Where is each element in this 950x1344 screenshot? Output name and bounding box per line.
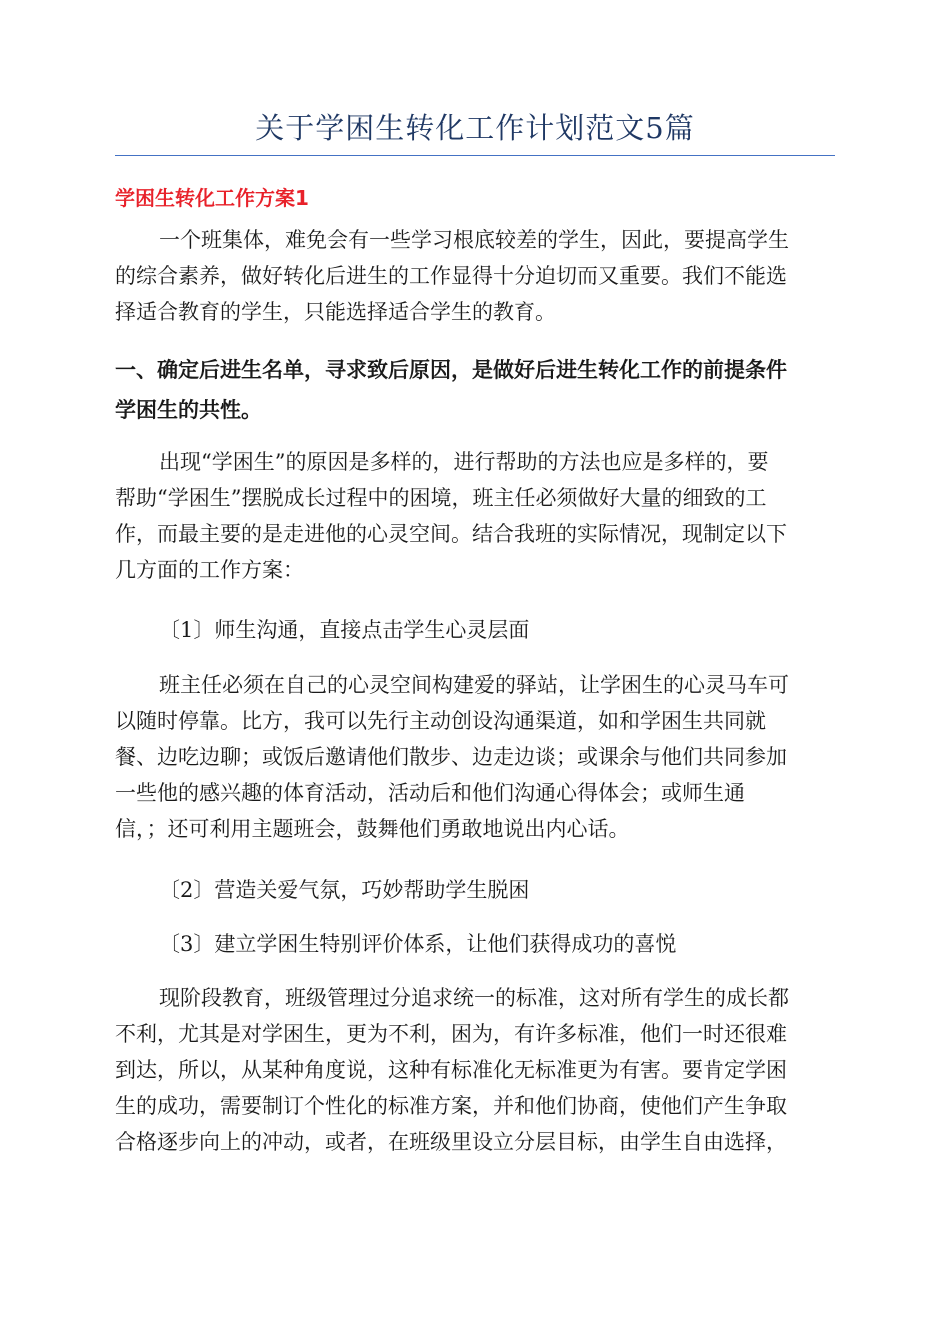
- text-line: 班主任必须在自己的心灵空间构建爱的驿站，让学困生的心灵马车可: [159, 673, 789, 697]
- text-line: 信，；还可利用主题班会，鼓舞他们勇敢地说出内心话。: [115, 817, 630, 841]
- paragraph-causes: [115, 444, 835, 588]
- bold-heading-1: [115, 350, 835, 430]
- text-line: 帮助“学困生”摆脱成长过程中的困境，班主任必须做好大量的细致的工: [115, 486, 767, 510]
- text-line: 〔1〕师生沟通，直接点击学生心灵层面: [159, 618, 530, 642]
- text-line: 作，而最主要的是走进他的心灵空间。结合我班的实际情况，现制定以下: [115, 522, 787, 546]
- text-line: 一、确定后进生名单，寻求致后原因，是做好后进生转化工作的前提条件: [115, 358, 787, 382]
- document-title: 关于学困生转化工作计划范文5篇: [255, 111, 695, 145]
- text-line: 以随时停靠。比方，我可以先行主动创设沟通渠道，如和学困生共同就: [115, 709, 766, 733]
- text-line: 到达，所以，从某种角度说，这种有标准化无标准更为有害。要肯定学困: [115, 1058, 787, 1082]
- text-line: 几方面的工作方案：: [115, 558, 304, 582]
- text-line: 餐、边吃边聊；或饭后邀请他们散步、边走边谈；或课余与他们共同参加: [115, 745, 787, 769]
- list-item-1: [115, 612, 835, 648]
- text-line: 一些他的感兴趣的体育活动，活动后和他们沟通心得体会；或师生通: [115, 781, 745, 805]
- text-line: 现阶段教育，班级管理过分追求统一的标准，这对所有学生的成长都: [159, 986, 789, 1010]
- list-item-2: [115, 872, 835, 908]
- paragraph-evaluation: [115, 980, 835, 1160]
- text-line: 合格逐步向上的冲动，或者，在班级里设立分层目标，由学生自由选择，: [115, 1130, 787, 1154]
- text-line: 出现“学困生”的原因是多样的，进行帮助的方法也应是多样的，要: [159, 450, 769, 474]
- text-line: 一个班集体，难免会有一些学习根底较差的学生，因此，要提高学生: [159, 228, 789, 252]
- paragraph-communication: [115, 667, 835, 847]
- text-line: 生的成功，需要制订个性化的标准方案，并和他们协商，使他们产生争取: [115, 1094, 787, 1118]
- text-line: 择适合教育的学生，只能选择适合学生的教育。: [115, 300, 556, 324]
- title-underline: [115, 155, 835, 156]
- section-heading: 学困生转化工作方案1: [115, 186, 309, 210]
- text-line: 学困生的共性。: [115, 398, 262, 422]
- text-line: 的综合素养，做好转化后进生的工作显得十分迫切而又重要。我们不能选: [115, 264, 787, 288]
- list-item-3: [115, 926, 835, 962]
- text-line: 〔3〕建立学困生特别评价体系，让他们获得成功的喜悦: [159, 932, 677, 956]
- paragraph-intro: [115, 222, 835, 330]
- text-line: 〔2〕营造关爱气氛，巧妙帮助学生脱困: [159, 878, 530, 902]
- text-line: 不利，尤其是对学困生，更为不利，困为，有许多标准，他们一时还很难: [115, 1022, 787, 1046]
